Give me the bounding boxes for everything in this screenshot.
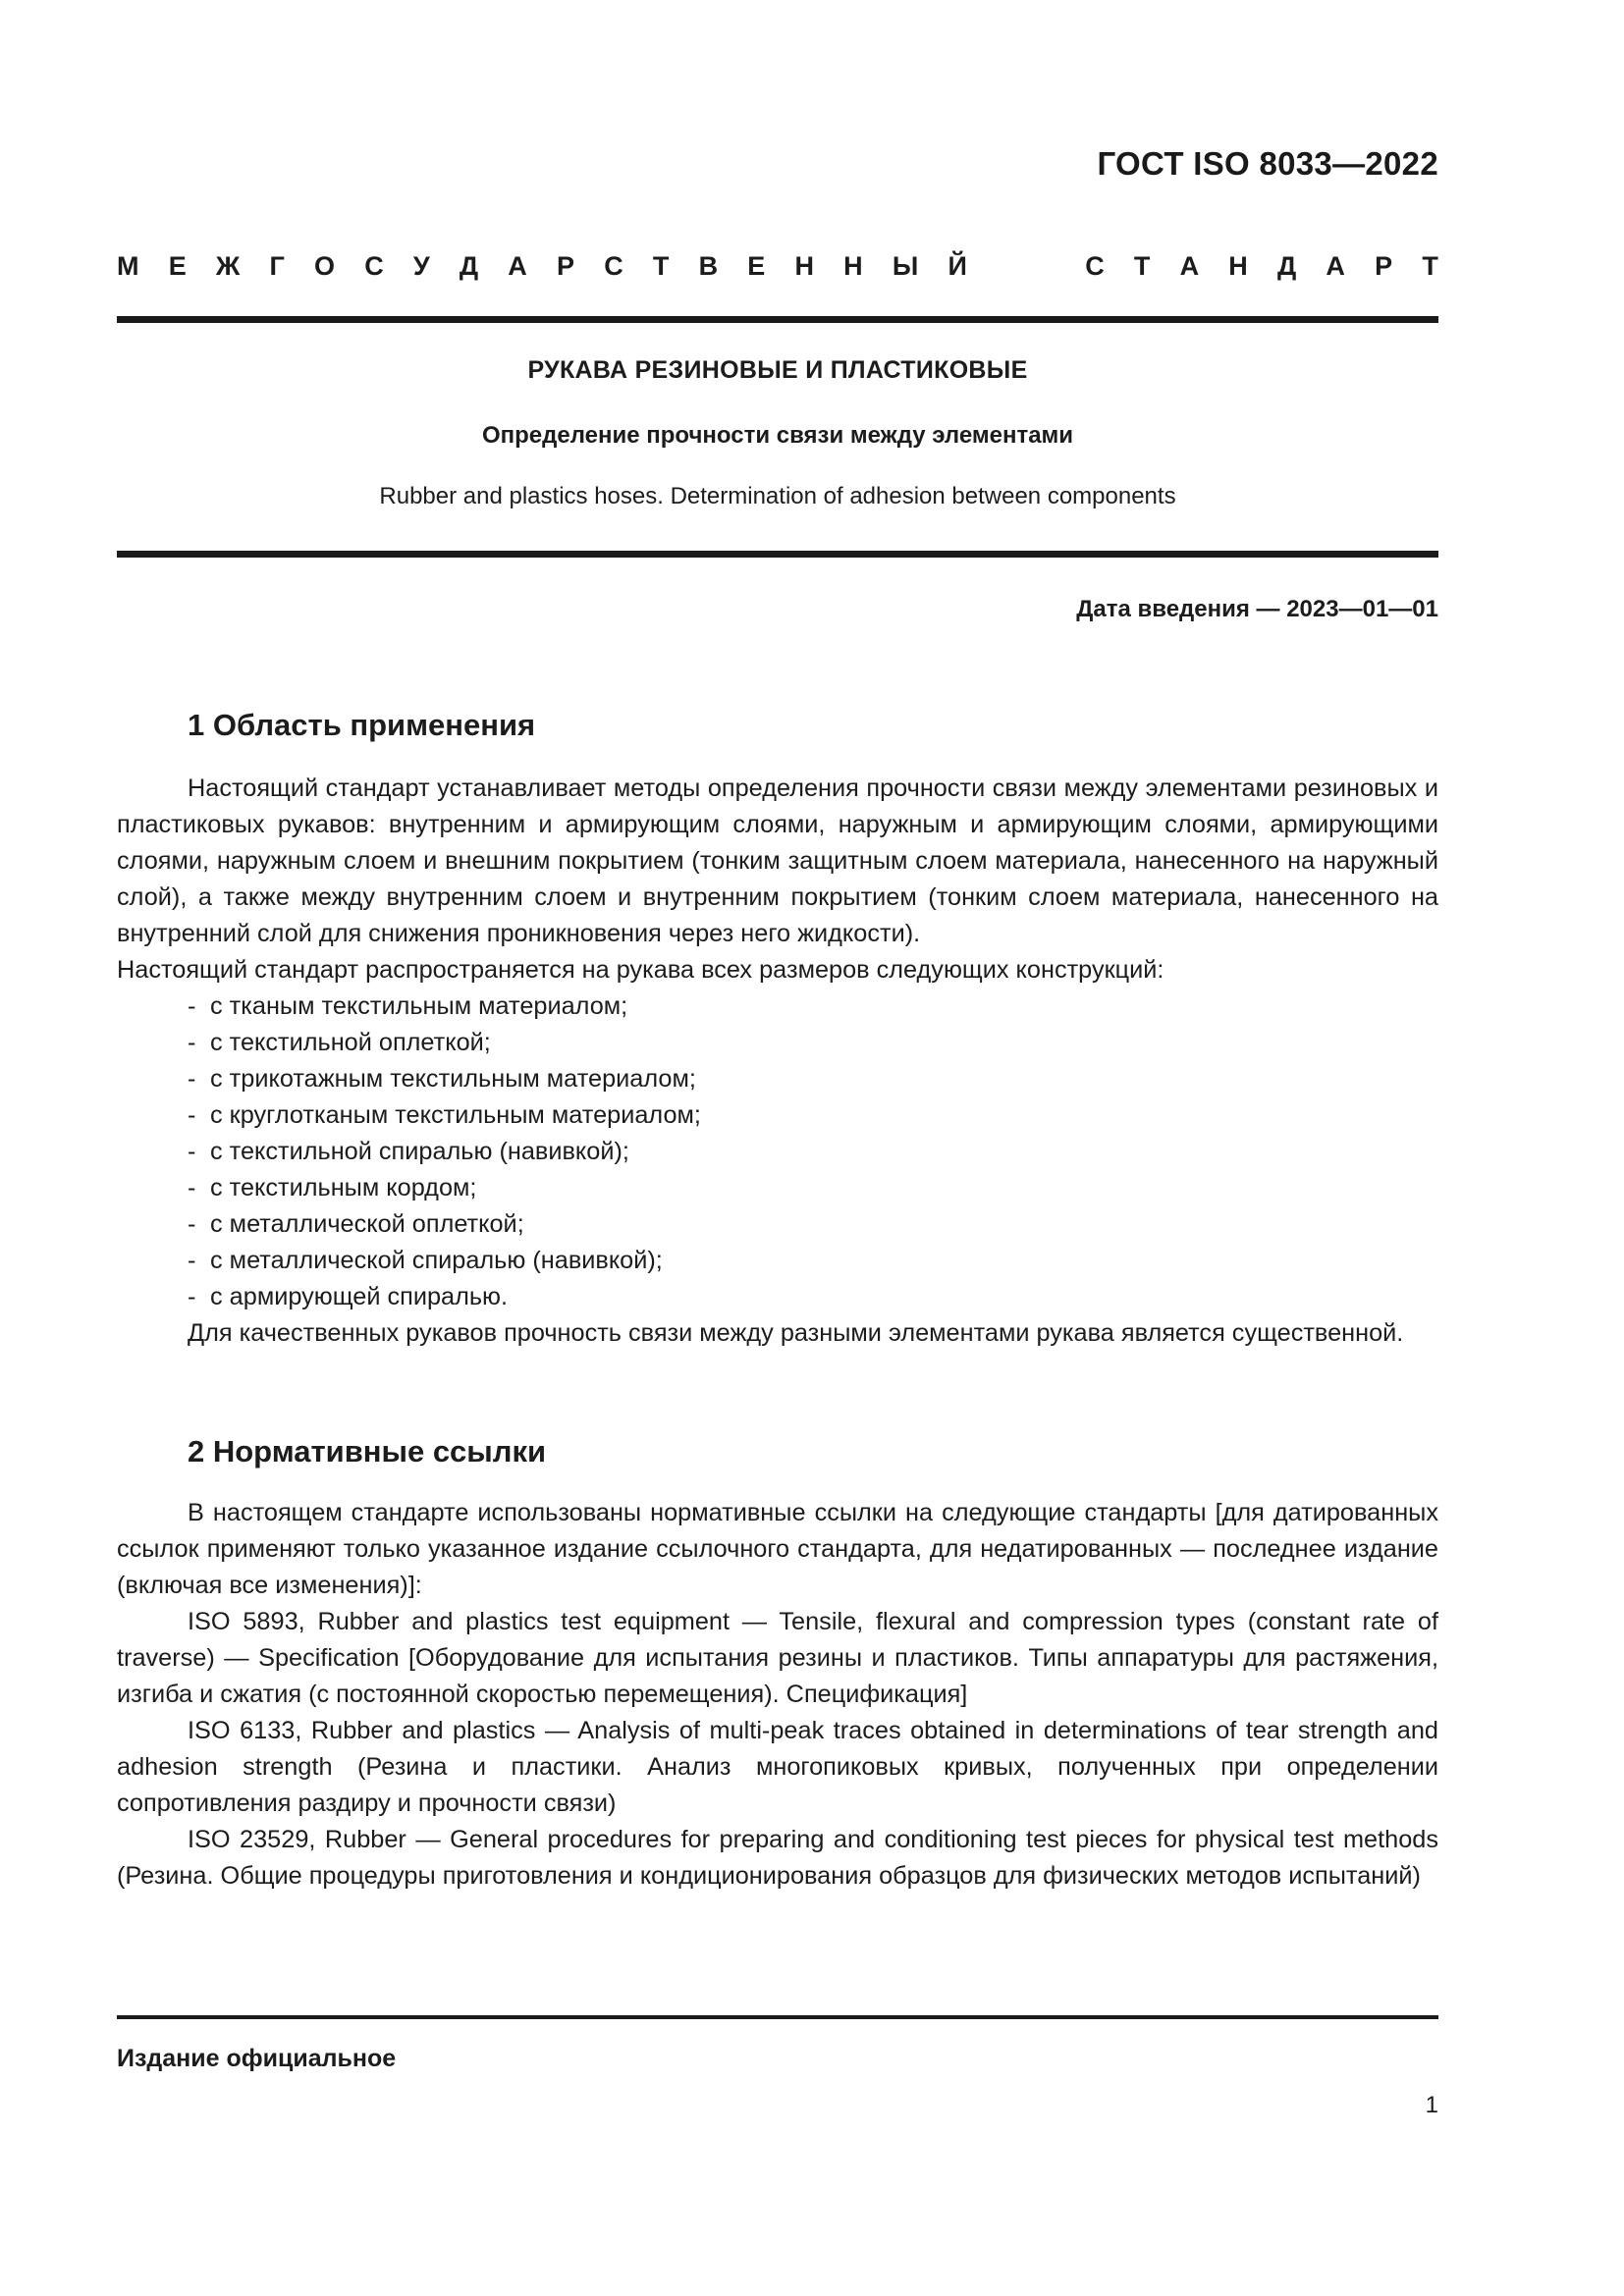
list-item: - с металлической оплеткой; <box>188 1210 524 1238</box>
banner-letter: А <box>508 251 527 281</box>
banner-letter: Т <box>652 251 670 281</box>
banner-letter: Н <box>1228 251 1248 281</box>
construction-list <box>117 988 1438 1315</box>
banner-letter: Ы <box>892 251 919 281</box>
section-heading-normative-references: 2 Нормативные ссылки <box>188 1434 547 1468</box>
banner-letter: Д <box>459 251 479 281</box>
section-heading-scope: 1 Область применения <box>188 708 536 742</box>
paragraph: Настоящий стандарт устанавливает методы определения прочности связи между элементами резиновых и пластиковых рукавов: внутренним и армирующим слоями, наружным и армирующим слоями, армирующими слоями, наружным слоем и внешним покрытием (тонким защитным слоем материала, нанесенного на наружный слой), а также между внутренним слоем и внутренним покрытием (тонким слоем материала, нанесенного на внутренний слой для снижения проникновения через него жидкости). <box>117 774 1438 947</box>
document-subtitle: Определение прочности связи между элементами <box>481 422 1074 449</box>
banner-letter: С <box>604 251 623 281</box>
banner-letter: Т <box>1422 251 1438 281</box>
document-title-english: Rubber and plastics hoses. Determination of adhesion between components <box>379 483 1176 509</box>
banner-letter: У <box>412 251 430 281</box>
banner-letter: Е <box>747 251 766 281</box>
document-page <box>117 0 1438 2296</box>
banner-letter: Д <box>1276 251 1297 281</box>
banner-letter: Е <box>168 251 187 281</box>
page-number: 1 <box>1425 2092 1438 2118</box>
header-divider <box>117 316 1438 323</box>
official-edition-label: Издание официальное <box>117 2045 397 2072</box>
list-item: - с металлической спиралью (навивкой); <box>188 1247 663 1274</box>
document-title: РУКАВА РЕЗИНОВЫЕ И ПЛАСТИКОВЫЕ <box>527 356 1028 384</box>
list-item: - с текстильной спиралью (навивкой); <box>188 1138 629 1165</box>
banner-letter: Р <box>1375 251 1393 281</box>
introduction-date: Дата введения — 2023—01—01 <box>1076 596 1438 622</box>
list-item: - с тканым текстильным материалом; <box>188 992 628 1020</box>
reference-item: ISO 5893, Rubber and plastics test equipment — Tensile, flexural and compression types (constant rate of traverse) — Specification [Оборудование для испытания резины и пластиков. Типы аппаратуры для растяжения, изгиба и сжатия (с постоянной скоростью перемещения). Спецификация] <box>117 1608 1438 1708</box>
list-item: - с армирующей спиралью. <box>188 1283 509 1310</box>
list-item: - с круглотканым текстильным материалом; <box>188 1101 701 1129</box>
banner-letter: Н <box>794 251 814 281</box>
title-divider <box>117 551 1438 558</box>
banner-letter: О <box>313 251 335 281</box>
banner-letter: А <box>1326 251 1345 281</box>
reference-item: ISO 23529, Rubber — General procedures for preparing and conditioning test pieces for physical test methods (Резина. Общие процедуры приготовления и кондиционирования образцов для физических методов испытаний) <box>117 1826 1438 1890</box>
banner-letter: С <box>1085 251 1105 281</box>
banner-letter: С <box>364 251 384 281</box>
footer-divider <box>117 2015 1438 2019</box>
banner-letter: А <box>1179 251 1200 281</box>
banner-letter: Т <box>1133 251 1151 281</box>
section-body-scope <box>117 771 1438 1352</box>
banner-letter: Н <box>843 251 863 281</box>
banner-letter: Г <box>269 251 285 281</box>
interstate-standard-banner <box>117 251 1438 282</box>
list-item: - с текстильным кордом; <box>188 1174 477 1201</box>
list-item: - с трикотажным текстильным материалом; <box>188 1065 696 1093</box>
banner-letter: В <box>698 251 719 281</box>
banner-letter: М <box>117 251 139 281</box>
banner-letter: Р <box>556 251 574 281</box>
reference-item: ISO 6133, Rubber and plastics — Analysis of multi-peak traces obtained in determinations of tear strength and adhesion strength (Резина и пластики. Анализ многопиковых кривых, полученных при определении сопротивления раздиру и прочности связи) <box>117 1717 1438 1817</box>
banner-letter: Ж <box>215 251 241 281</box>
paragraph: В настоящем стандарте использованы нормативные ссылки на следующие стандарты [для датированных ссылок применяют только указанное издание ссылочного стандарта, для недатированных — последнее издание (включая все изменения)]: <box>117 1499 1438 1599</box>
paragraph: Для качественных рукавов прочность связи между разными элементами рукава является существенной. <box>188 1319 1404 1347</box>
paragraph: Настоящий стандарт распространяется на рукава всех размеров следующих конструкций: <box>117 956 1164 984</box>
section-body-normative-references <box>117 1495 1438 1895</box>
banner-letter: Й <box>947 251 967 281</box>
document-code: ГОСТ ISO 8033—2022 <box>1097 145 1438 182</box>
banner-word-gap <box>997 251 1056 282</box>
list-item: - с текстильной оплеткой; <box>188 1029 491 1056</box>
